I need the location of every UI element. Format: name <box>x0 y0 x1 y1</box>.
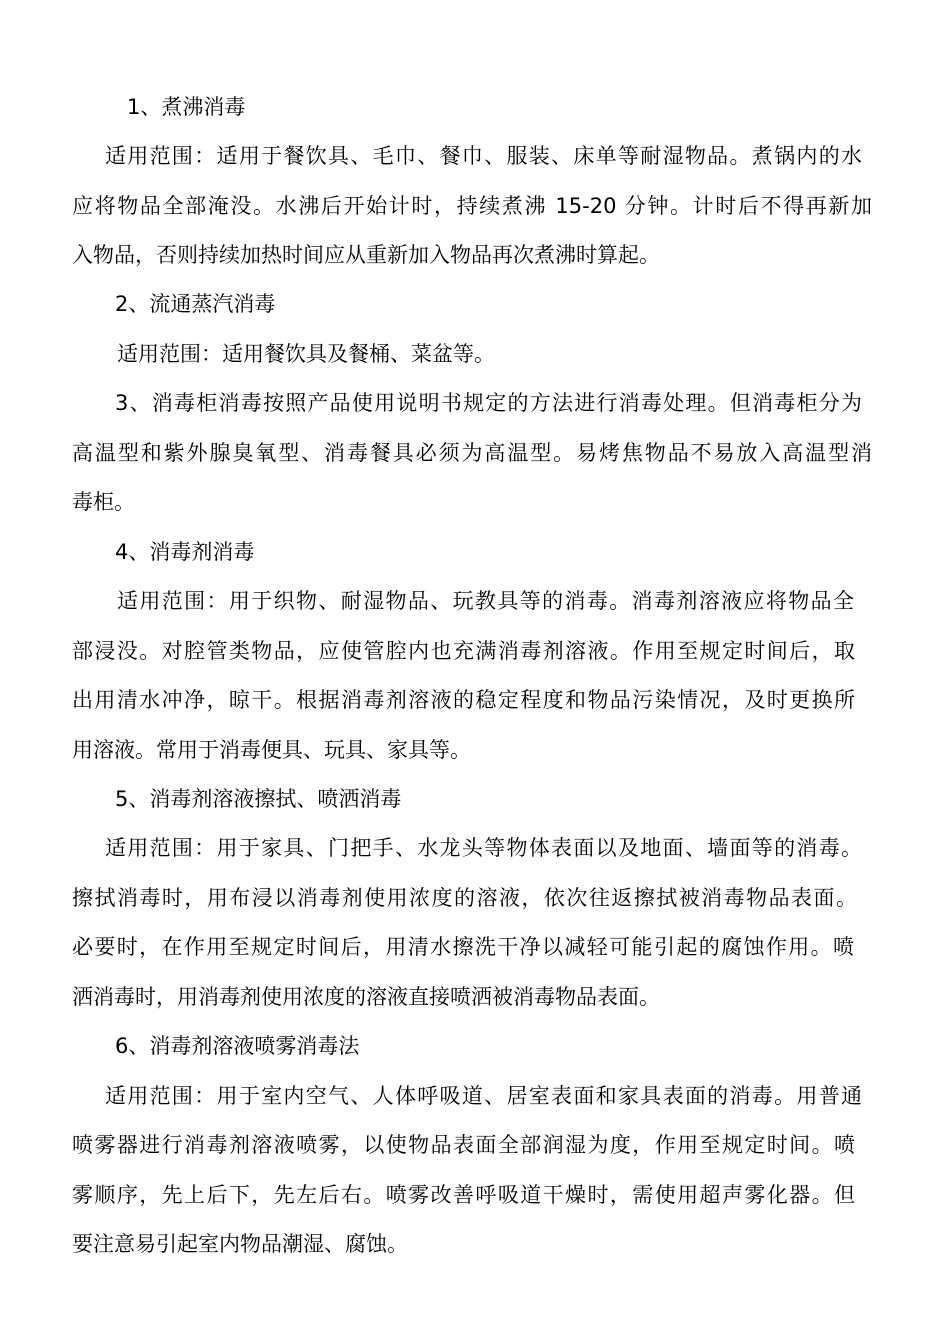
paragraph-line: 雾顺序，先上后下，先左后右。喷雾改善呼吸道干燥时，需使用超声雾化器。但 <box>72 1183 855 1207</box>
paragraph-line: 3、消毒柜消毒按照产品使用说明书规定的方法进行消毒处理。但消毒柜分为 <box>115 391 862 415</box>
paragraph-line: 适用范围：用于织物、耐湿物品、玩教具等的消毒。消毒剂溶液应将物品全 <box>117 589 854 613</box>
section-heading-6: 6、消毒剂溶液喷雾消毒法 <box>115 1034 360 1058</box>
paragraph-line: 应将物品全部淹没。水沸后开始计时，持续煮沸 15-20 分钟。计时后不得再新加 <box>72 194 872 218</box>
section-heading-2: 2、流通蒸汽消毒 <box>115 292 276 316</box>
paragraph-line: 擦拭消毒时，用布浸以消毒剂使用浓度的溶液，依次往返擦拭被消毒物品表面。 <box>72 886 857 910</box>
paragraph-line: 出用清水冲净，晾干。根据消毒剂溶液的稳定程度和物品污染情况，及时更换所 <box>72 688 855 712</box>
section-heading-4: 4、消毒剂消毒 <box>115 540 255 564</box>
paragraph-line: 洒消毒时，用消毒剂使用浓度的溶液直接喷洒被消毒物品表面。 <box>72 985 660 1009</box>
paragraph-line: 喷雾器进行消毒剂溶液喷雾，以使物品表面全部润湿为度，作用至规定时间。喷 <box>72 1133 855 1157</box>
section-heading-1: 1、煮沸消毒 <box>127 95 246 119</box>
paragraph-line: 要注意易引起室内物品潮湿、腐蚀。 <box>72 1232 408 1256</box>
paragraph-line: 适用范围：用于室内空气、人体呼吸道、居室表面和家具表面的消毒。用普通 <box>105 1084 862 1108</box>
paragraph-line: 适用范围：适用餐饮具及餐桶、菜盆等。 <box>117 342 495 366</box>
paragraph-line: 必要时，在作用至规定时间后，用清水擦洗干净以减轻可能引起的腐蚀作用。喷 <box>72 935 854 959</box>
paragraph-line: 高温型和紫外腺臭氧型、消毒餐具必须为高温型。易烤焦物品不易放入高温型消 <box>72 441 872 465</box>
paragraph-line: 入物品，否则持续加热时间应从重新加入物品再次煮沸时算起。 <box>72 243 660 267</box>
paragraph-line: 适用范围：用于家具、门把手、水龙头等物体表面以及地面、墙面等的消毒。 <box>105 836 862 860</box>
paragraph-line: 用溶液。常用于消毒便具、玩具、家具等。 <box>72 738 471 762</box>
paragraph-line: 适用范围：适用于餐饮具、毛巾、餐巾、服装、床单等耐湿物品。煮锅内的水 <box>105 144 862 168</box>
section-heading-5: 5、消毒剂溶液擦拭、喷洒消毒 <box>115 787 402 811</box>
paragraph-line: 部浸没。对腔管类物品，应使管腔内也充满消毒剂溶液。作用至规定时间后，取 <box>72 639 855 663</box>
paragraph-line: 毒柜。 <box>72 490 135 514</box>
